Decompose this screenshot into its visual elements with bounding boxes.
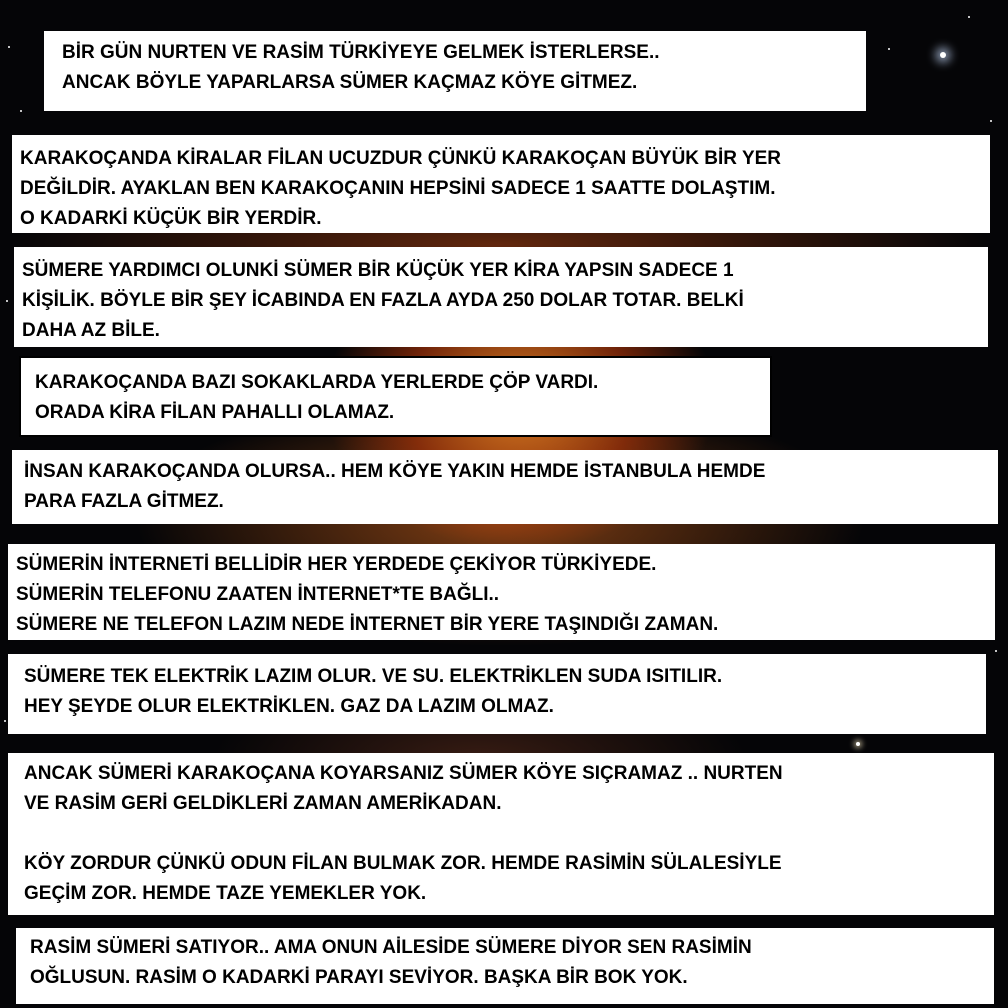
- note-box-4: [19, 356, 772, 437]
- note-line: BİR GÜN NURTEN VE RASİM TÜRKİYEYE GELMEK İSTERLERSE..: [62, 42, 660, 63]
- star: [20, 110, 22, 112]
- star: [940, 52, 946, 58]
- star: [888, 48, 890, 50]
- note-line: PARA FAZLA GİTMEZ.: [24, 491, 224, 512]
- note-box-8: [8, 753, 994, 915]
- note-line: OĞLUSUN. RASİM O KADARKİ PARAYI SEVİYOR. BAŞKA BİR BOK YOK.: [30, 967, 688, 988]
- note-box-1: [44, 31, 866, 111]
- note-line: HEY ŞEYDE OLUR ELEKTRİKLEN. GAZ DA LAZIM OLMAZ.: [24, 696, 554, 717]
- note-line: İNSAN KARAKOÇANDA OLURSA.. HEM KÖYE YAKIN HEMDE İSTANBULA HEMDE: [24, 461, 766, 482]
- note-box-6: [8, 544, 995, 640]
- note-line: RASİM SÜMERİ SATIYOR.. AMA ONUN AİLESİDE SÜMERE DİYOR SEN RASİMİN: [30, 937, 752, 958]
- note-line: SÜMERİN İNTERNETİ BELLİDİR HER YERDEDE ÇEKİYOR TÜRKİYEDE.: [16, 554, 657, 575]
- note-line: SÜMERE YARDIMCI OLUNKİ SÜMER BİR KÜÇÜK YER KİRA YAPSIN SADECE 1: [22, 260, 734, 281]
- star: [990, 120, 992, 122]
- star: [8, 46, 10, 48]
- paragraph-gap: [24, 819, 994, 849]
- note-line: KİŞİLİK. BÖYLE BİR ŞEY İCABINDA EN FAZLA AYDA 250 DOLAR TOTAR. BELKİ: [22, 290, 744, 311]
- star: [4, 720, 6, 722]
- note-box-2: [12, 135, 990, 233]
- star: [6, 300, 8, 302]
- note-line: DEĞİLDİR. AYAKLAN BEN KARAKOÇANIN HEPSİNİ SADECE 1 SAATTE DOLAŞTIM.: [20, 178, 776, 199]
- star: [968, 16, 970, 18]
- note-line: KARAKOÇANDA BAZI SOKAKLARDA YERLERDE ÇÖP VARDI.: [35, 372, 599, 393]
- star: [995, 650, 997, 652]
- note-box-5: [12, 450, 998, 524]
- note-line: VE RASİM GERİ GELDİKLERİ ZAMAN AMERİKADAN.: [24, 793, 502, 814]
- note-line: ANCAK BÖYLE YAPARLARSA SÜMER KAÇMAZ KÖYE GİTMEZ.: [62, 72, 638, 93]
- note-line: SÜMERE NE TELEFON LAZIM NEDE İNTERNET BİR YERE TAŞINDIĞI ZAMAN.: [16, 614, 719, 635]
- note-box-7: [8, 654, 986, 734]
- star: [856, 742, 860, 746]
- note-line: SÜMERE TEK ELEKTRİK LAZIM OLUR. VE SU. ELEKTRİKLEN SUDA ISITILIR.: [24, 666, 723, 687]
- note-line: GEÇİM ZOR. HEMDE TAZE YEMEKLER YOK.: [24, 883, 427, 904]
- note-line: ANCAK SÜMERİ KARAKOÇANA KOYARSANIZ SÜMER KÖYE SIÇRAMAZ .. NURTEN: [24, 763, 783, 784]
- note-box-3: [14, 247, 988, 347]
- note-line: KÖY ZORDUR ÇÜNKÜ ODUN FİLAN BULMAK ZOR. HEMDE RASİMİN SÜLALESİYLE: [24, 853, 782, 874]
- note-line: ORADA KİRA FİLAN PAHALLI OLAMAZ.: [35, 402, 395, 423]
- note-line: SÜMERİN TELEFONU ZAATEN İNTERNET*TE BAĞLI..: [16, 584, 500, 605]
- note-line: KARAKOÇANDA KİRALAR FİLAN UCUZDUR ÇÜNKÜ KARAKOÇAN BÜYÜK BİR YER: [20, 148, 782, 169]
- note-box-9: [16, 928, 994, 1004]
- note-line: DAHA AZ BİLE.: [22, 320, 160, 341]
- note-line: O KADARKİ KÜÇÜK BİR YERDİR.: [20, 208, 322, 229]
